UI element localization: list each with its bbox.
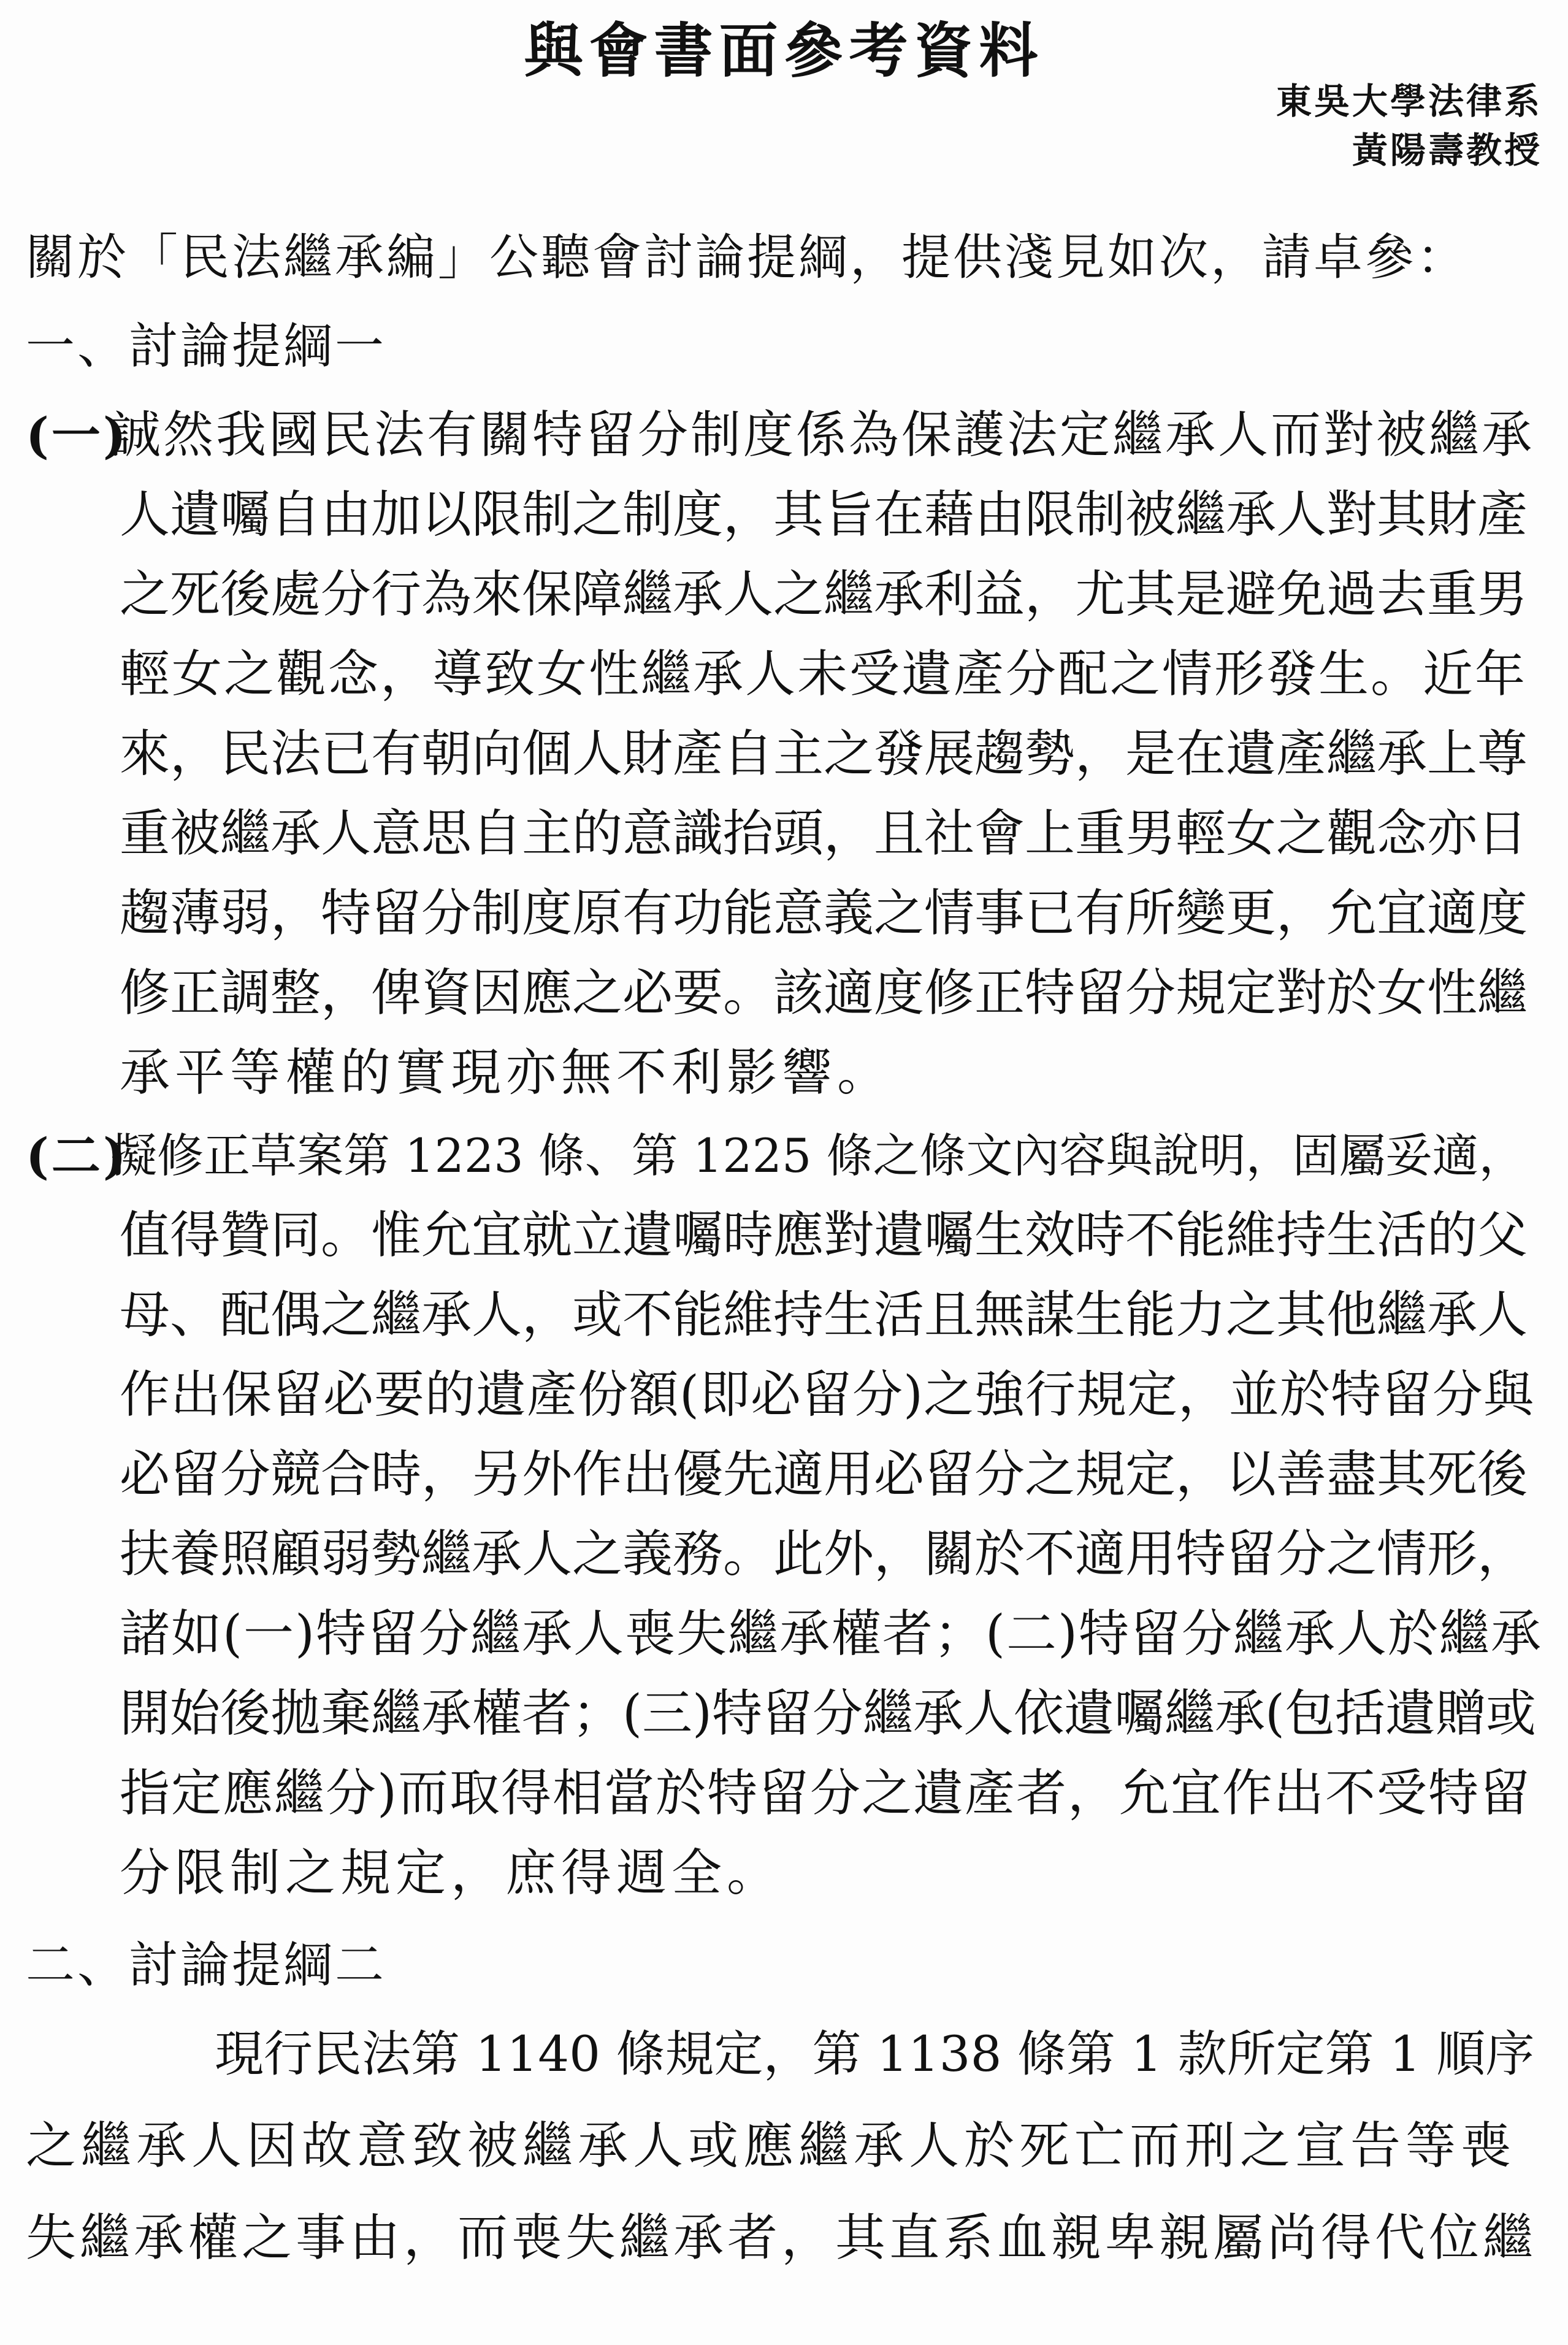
item1-line: 承平等權的實現亦無不利影響。	[120, 1044, 893, 1102]
item1-line: 之死後處分行為來保障繼承人之繼承利益，尤其是避免過去重男	[120, 565, 1528, 624]
item1-line: 輕女之觀念，導致女性繼承人未受遺產分配之情形發生。近年	[120, 645, 1528, 703]
author-affiliation: 東吳大學法律系	[1275, 80, 1542, 122]
intro-paragraph: 關於「民法繼承編」公聽會討論提綱，提供淺見如次，請卓參：	[26, 229, 1468, 286]
item2-line: 扶養照顧弱勢繼承人之義務。此外，關於不適用特留分之情形，	[120, 1525, 1528, 1583]
item1-marker: (一)	[26, 407, 129, 464]
document-title: 與會書面參考資料	[524, 16, 1044, 85]
section2-line: 失繼承權之事由，而喪失繼承者，其直系血親卑親屬尚得代位繼	[26, 2209, 1537, 2267]
section2-line: 現行民法第 1140 條規定，第 1138 條第 1 款所定第 1 順序	[215, 2026, 1535, 2083]
item1-line: 誠然我國民法有關特留分制度係為保護法定繼承人而對被繼承	[110, 406, 1535, 464]
section2-heading: 二、討論提綱二	[26, 1937, 386, 1994]
item1-line: 修正調整，俾資因應之必要。該適度修正特留分規定對於女性繼	[120, 964, 1528, 1022]
item1-line: 趨薄弱，特留分制度原有功能意義之情事已有所變更，允宜適度	[120, 884, 1528, 943]
item2-line: 擬修正草案第 1223 條、第 1225 條之條文內容與說明，固屬妥適，	[110, 1128, 1526, 1183]
item2-line: 開始後拋棄繼承權者；(三)特留分繼承人依遺囑繼承(包括遺贈或	[120, 1685, 1536, 1743]
item1-line: 來，民法已有朝向個人財產自主之發展趨勢，是在遺產繼承上尊	[120, 725, 1528, 783]
item2-line: 母、配偶之繼承人，或不能維持生活且無謀生能力之其他繼承人	[120, 1286, 1528, 1344]
section1-heading: 一、討論提綱一	[26, 318, 386, 375]
item2-marker: (二)	[26, 1127, 129, 1185]
section2-line: 之繼承人因故意致被繼承人或應繼承人於死亡而刑之宣告等喪	[26, 2117, 1516, 2175]
author-name: 黃陽壽教授	[1352, 129, 1542, 171]
item2-line: 必留分競合時，另外作出優先適用必留分之規定，以善盡其死後	[120, 1445, 1528, 1504]
item1-line: 重被繼承人意思自主的意識抬頭，且社會上重男輕女之觀念亦日	[120, 805, 1528, 863]
item2-line: 指定應繼分)而取得相當於特留分之遺產者，允宜作出不受特留	[120, 1764, 1531, 1823]
item2-line: 作出保留必要的遺產份額(即必留分)之強行規定，並於特留分與	[120, 1366, 1534, 1424]
item2-line: 諸如(一)特留分繼承人喪失繼承權者；(二)特留分繼承人於繼承	[120, 1605, 1542, 1663]
item2-line: 分限制之規定，庶得週全。	[120, 1844, 782, 1902]
item1-line: 人遺囑自由加以限制之制度，其旨在藉由限制被繼承人對其財產	[120, 486, 1528, 544]
item2-line: 值得贊同。惟允宜就立遺囑時應對遺囑生效時不能維持生活的父	[120, 1206, 1528, 1264]
